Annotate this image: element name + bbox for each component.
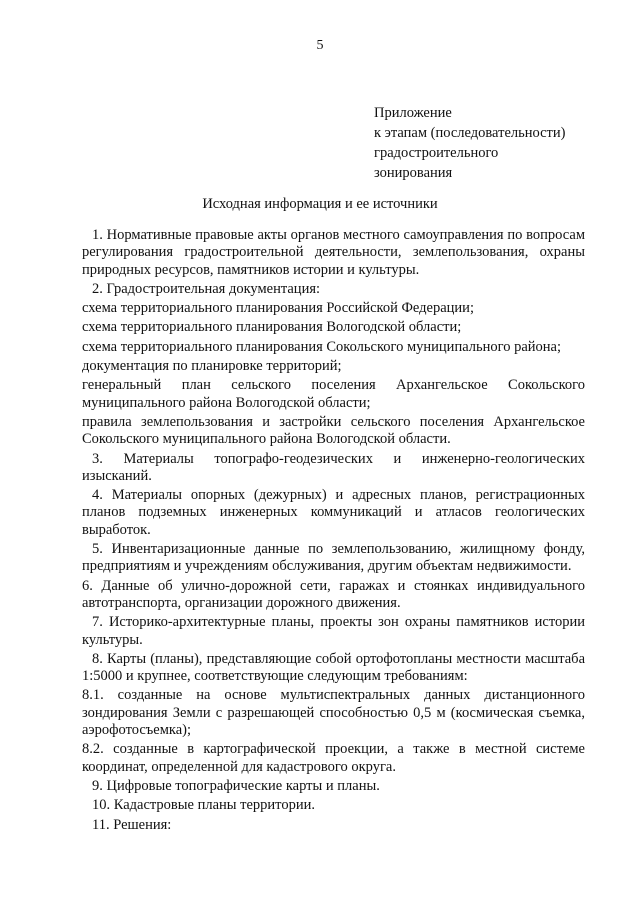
paragraph: схема территориального планирования Российской Федерации; (82, 300, 474, 317)
paragraph: 7. Историко-архитектурные планы, проекты зон охраны памятников истории культуры. (82, 614, 585, 648)
appendix-line: градостроительного (374, 145, 499, 161)
paragraph: 6. Данные об улично-дорожной сети, гаражах и стоянках индивидуального автотранспорта, организации дорожного движения. (82, 577, 585, 611)
appendix-note (374, 103, 565, 183)
paragraph: схема территориального планирования Вологодской области; (82, 319, 462, 336)
appendix-line: к этапам (последовательности) (374, 125, 566, 141)
paragraph: 10. Кадастровые планы территории. (92, 797, 315, 814)
paragraph: правила землепользования и застройки сельского поселения Архангельское Сокольского муниципального района Вологодской области. (82, 413, 585, 448)
paragraph: 2. Градостроительная документация: (92, 280, 321, 297)
appendix-line: зонирования (374, 165, 453, 181)
paragraph: 11. Решения: (92, 816, 172, 833)
document-title: Исходная информация и ее источники (202, 196, 438, 212)
appendix-line: Приложение (374, 105, 452, 121)
paragraph: генеральный план сельского поселения Архангельское Сокольского муниципального района Вологодской области; (82, 377, 585, 411)
paragraph: 4. Материалы опорных (дежурных) и адресных планов, регистрационных планов подземных инженерных коммуникаций и атласов геологических выработок. (82, 487, 585, 538)
paragraph: 5. Инвентаризационные данные по землепользованию, жилищному фонду, предприятиям и учреждениям обслуживания, другим объектам недвижимости. (82, 541, 585, 575)
paragraph: 8.1. созданные на основе мультиспектральных данных дистанционного зондирования Земли с разрешающей способностью 0,5 м (космическая съемка, аэрофотосъемка); (82, 687, 585, 739)
paragraph: 3. Материалы топографо-геодезических и инженерно-геологических изысканий. (82, 450, 585, 484)
paragraph: схема территориального планирования Сокольского муниципального района; (82, 338, 562, 355)
page-number: 5 (316, 38, 324, 53)
paragraph: 8.2. созданные в картографической проекции, а также в местной системе координат, определенной для кадастрового округа. (82, 741, 585, 775)
paragraph: 8. Карты (планы), представляющие собой ортофотопланы местности масштаба 1:5000 и крупнее, соответствующие следующим требованиям: (82, 650, 585, 685)
document-body (82, 227, 585, 836)
paragraph: документация по планировке территорий; (82, 358, 342, 375)
paragraph: 1. Нормативные правовые акты органов местного самоуправления по вопросам регулирования градостроительной деятельности, землепользования, охраны природных ресурсов, памятников истории и культуры. (82, 227, 585, 278)
paragraph: 9. Цифровые топографические карты и планы. (92, 777, 380, 794)
